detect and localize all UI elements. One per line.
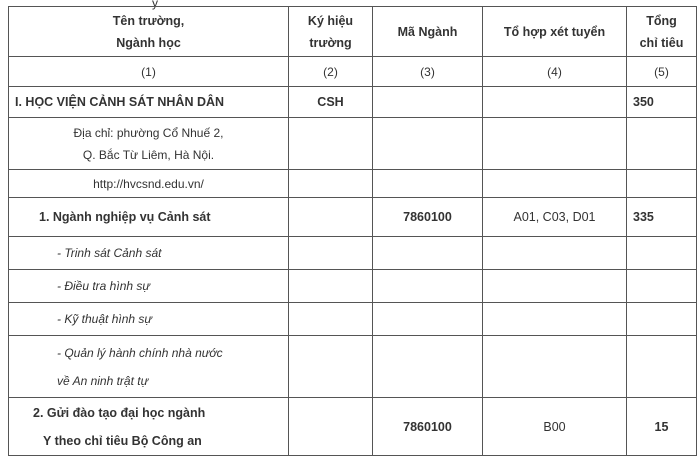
- empty-cell: [373, 303, 483, 336]
- specialization-line1: - Quản lý hành chính nhà nước: [57, 345, 223, 360]
- header-school-code-line1: Ký hiệu: [307, 13, 354, 28]
- website-row: [9, 170, 697, 198]
- header-school-code-line2: trường: [309, 35, 352, 50]
- specialization-name: - Điều tra hình sự: [9, 270, 289, 303]
- specialization-row: [9, 303, 697, 336]
- empty-cell: [289, 303, 373, 336]
- column-number: (4): [483, 57, 627, 87]
- column-number: (1): [9, 57, 289, 87]
- school-row: [9, 87, 697, 118]
- major2-name-line1: 2. Gửi đào tạo đại học ngành: [33, 405, 206, 420]
- empty-cell: [289, 118, 373, 170]
- empty-cell: [627, 170, 697, 198]
- major1-code: 7860100: [373, 198, 483, 237]
- header-combination: Tổ hợp xét tuyển: [483, 7, 627, 57]
- address-line1: Địa chỉ: phường Cổ Nhuế 2,: [73, 125, 224, 140]
- empty-cell: [483, 270, 627, 303]
- empty-cell: [373, 336, 483, 398]
- column-number-row: [9, 57, 697, 87]
- address-row: [9, 118, 697, 170]
- empty-cell: [483, 170, 627, 198]
- empty-cell: [289, 237, 373, 270]
- header-name-line1: Tên trường,: [112, 13, 185, 28]
- empty-cell: [373, 118, 483, 170]
- major1-combination: A01, C03, D01: [483, 198, 627, 237]
- specialization-name: - Trinh sát Cảnh sát: [9, 237, 289, 270]
- header-quota-line1: Tổng: [646, 13, 677, 28]
- empty-cell: [289, 170, 373, 198]
- address-line2: Q. Bắc Từ Liêm, Hà Nội.: [82, 147, 215, 162]
- empty-cell: [373, 270, 483, 303]
- cropped-text-above: y: [152, 0, 158, 10]
- empty-cell: [289, 336, 373, 398]
- header-quota-line2: chỉ tiêu: [639, 35, 684, 50]
- empty-cell: [289, 270, 373, 303]
- empty-cell: [483, 87, 627, 118]
- major2-name: [9, 398, 289, 456]
- specialization-name: - Kỹ thuật hình sự: [9, 303, 289, 336]
- specialization-row: [9, 270, 697, 303]
- header-name-line2: Ngành học: [116, 35, 181, 50]
- header-row: [9, 7, 697, 57]
- empty-cell: [373, 237, 483, 270]
- empty-cell: [627, 270, 697, 303]
- major2-combination: B00: [483, 398, 627, 456]
- major1-name: 1. Ngành nghiệp vụ Cảnh sát: [9, 198, 289, 237]
- major2-quota: 15: [627, 398, 697, 456]
- empty-cell: [627, 336, 697, 398]
- column-number: (5): [627, 57, 697, 87]
- specialization-row: [9, 336, 697, 398]
- header-quota: [627, 7, 697, 57]
- empty-cell: [373, 170, 483, 198]
- empty-cell: [289, 198, 373, 237]
- header-name: [9, 7, 289, 57]
- header-school-code: [289, 7, 373, 57]
- school-address: [9, 118, 289, 170]
- school-code: CSH: [289, 87, 373, 118]
- admissions-table: [8, 6, 697, 456]
- major2-name-line2: Y theo chỉ tiêu Bộ Công an: [43, 433, 202, 448]
- empty-cell: [483, 237, 627, 270]
- column-number: (2): [289, 57, 373, 87]
- major-row: [9, 398, 697, 456]
- empty-cell: [289, 398, 373, 456]
- school-website: http://hvcsnd.edu.vn/: [9, 170, 289, 198]
- specialization-line2: về An ninh trật tự: [57, 373, 149, 388]
- major-row: [9, 198, 697, 237]
- empty-cell: [483, 336, 627, 398]
- specialization-row: [9, 237, 697, 270]
- specialization-name: [9, 336, 289, 398]
- header-major-code: Mã Ngành: [373, 7, 483, 57]
- empty-cell: [483, 303, 627, 336]
- column-number: (3): [373, 57, 483, 87]
- empty-cell: [627, 237, 697, 270]
- major2-code: 7860100: [373, 398, 483, 456]
- major1-quota: 335: [627, 198, 697, 237]
- school-name: I. HỌC VIỆN CẢNH SÁT NHÂN DÂN: [9, 87, 289, 118]
- school-quota: 350: [627, 87, 697, 118]
- empty-cell: [627, 118, 697, 170]
- empty-cell: [373, 87, 483, 118]
- empty-cell: [627, 303, 697, 336]
- empty-cell: [483, 118, 627, 170]
